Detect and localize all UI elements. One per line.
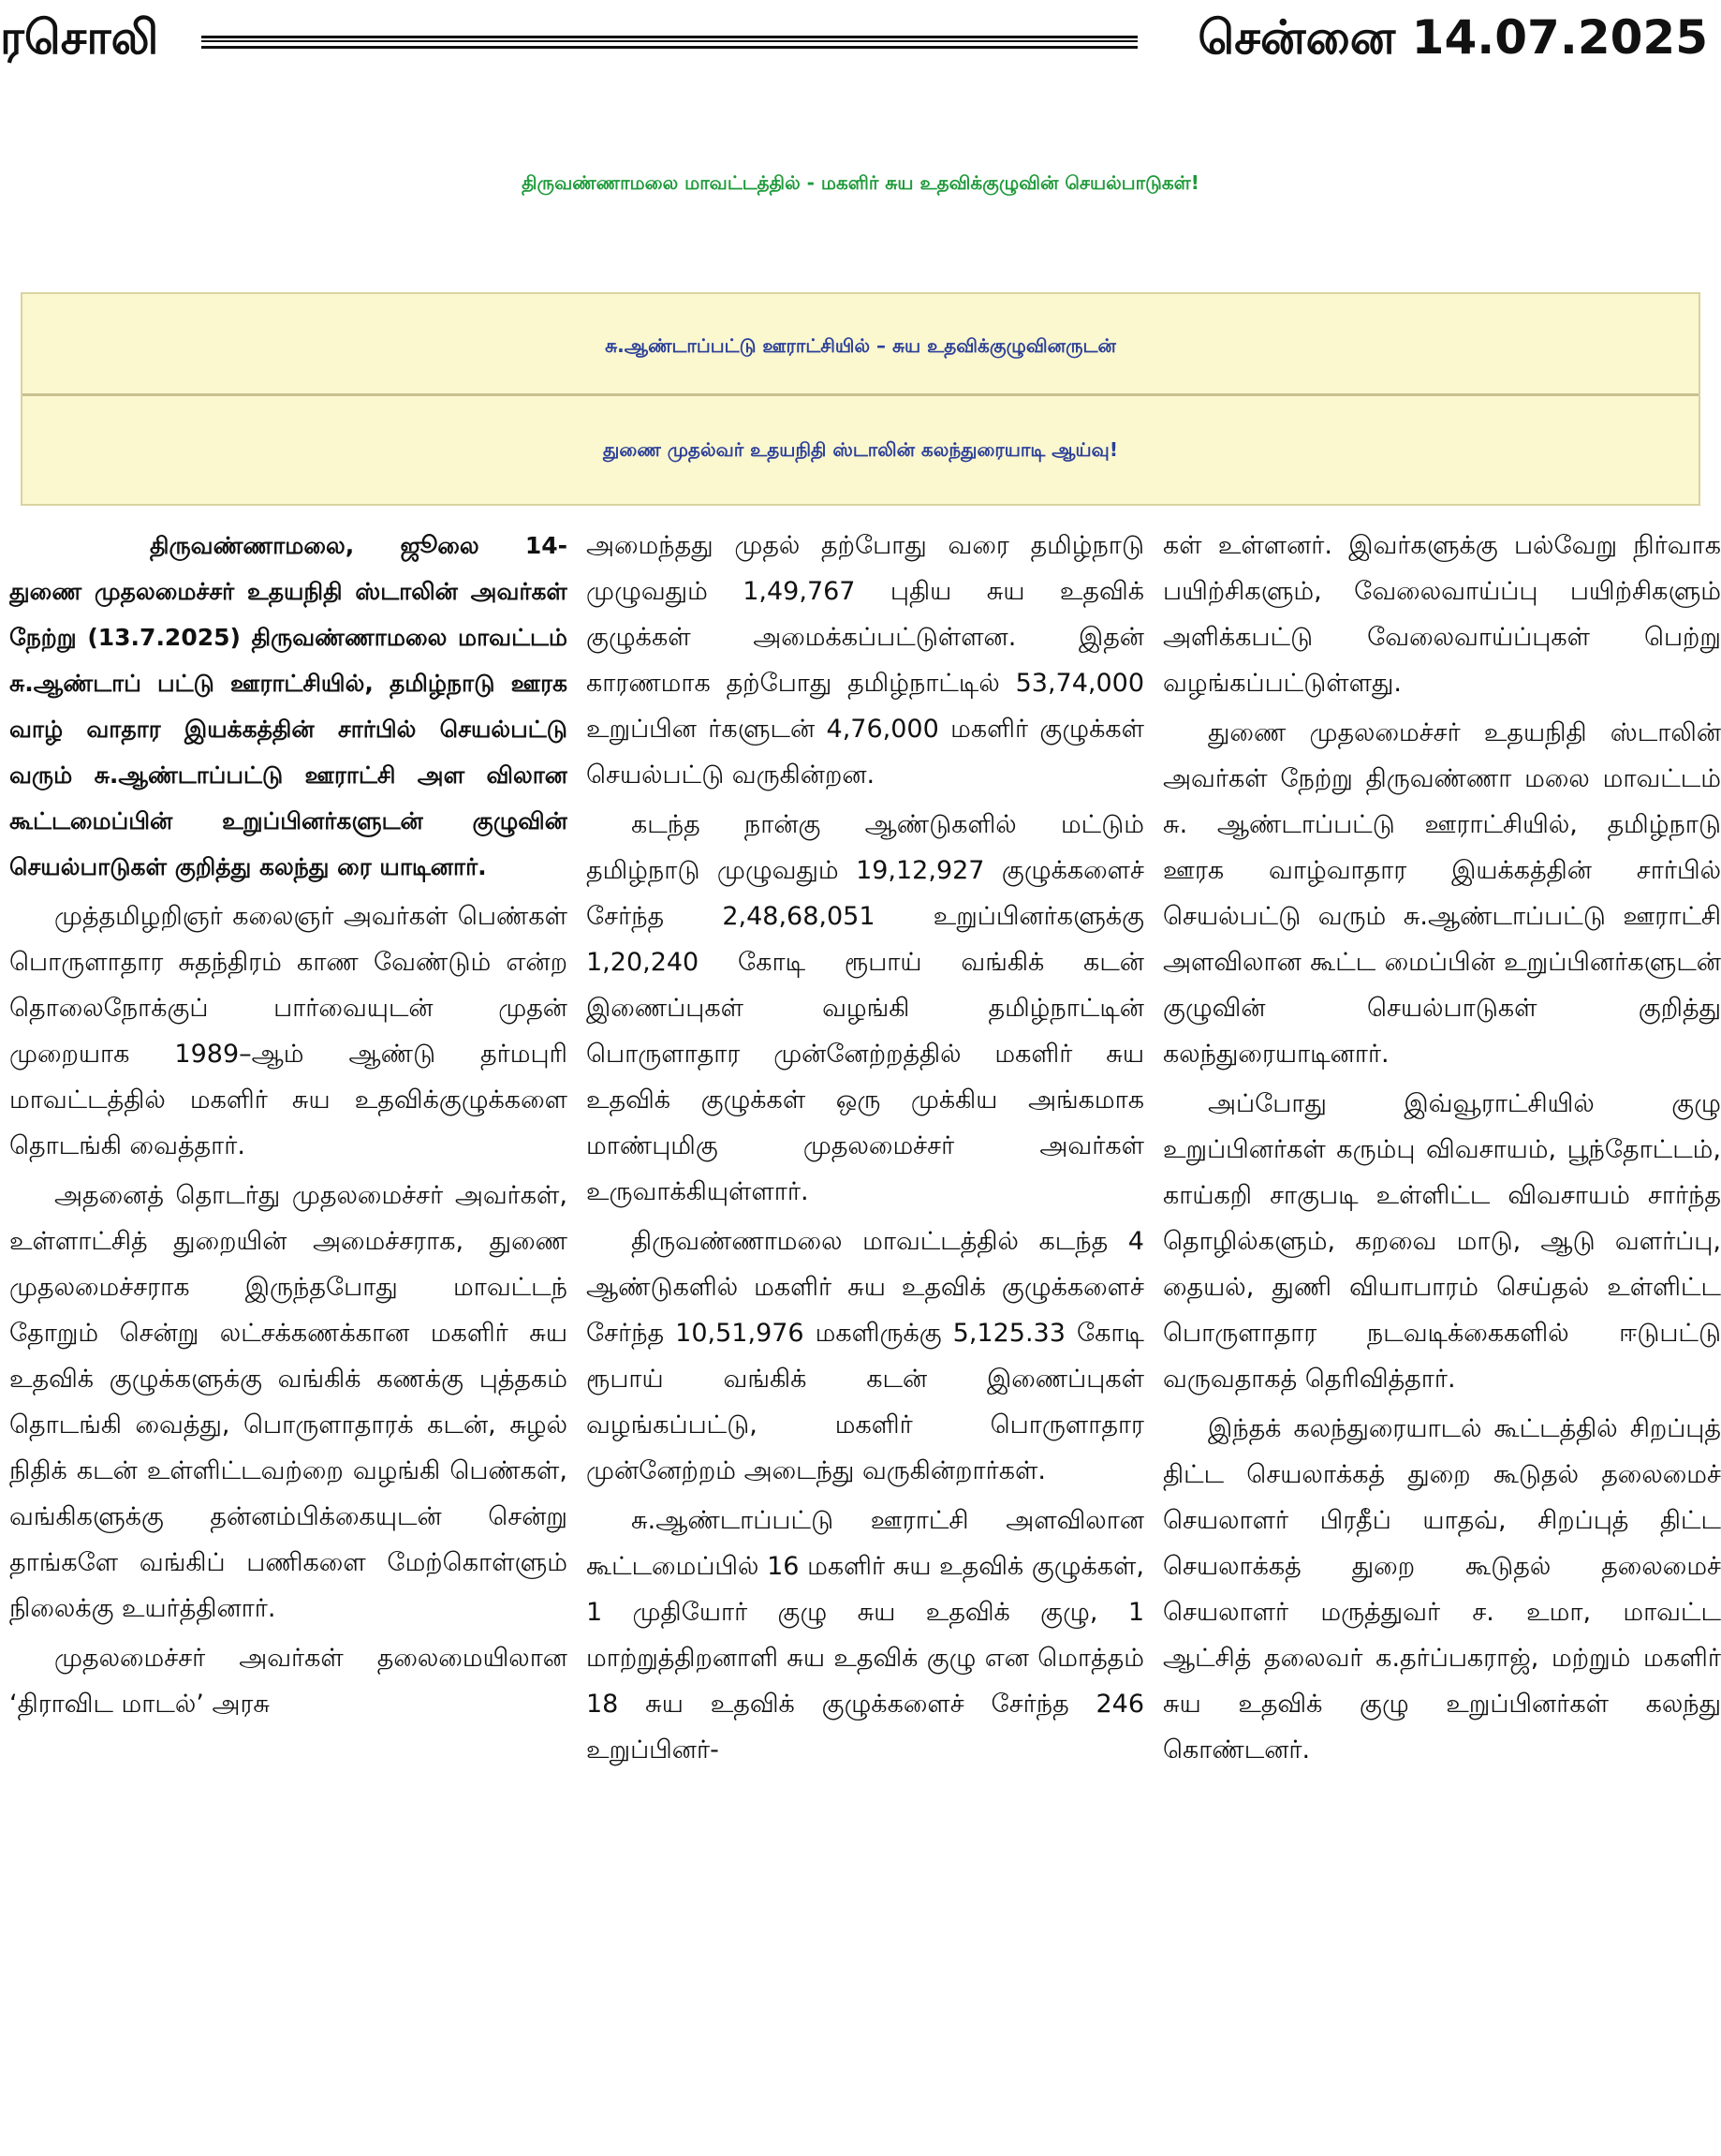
paragraph: சு.ஆண்டாப்பட்டு ஊராட்சி அளவிலான கூட்டமைப்பில் 16 மகளிர் சுய உதவிக் குழுக்கள், 1 முதியோர் குழு சுய உதவிக் குழு, 1 மாற்றுத்திறனாளி சுய உதவிக் குழு என மொத்தம் 18 சுய உதவிக் குழுக்களைச் சேர்ந்த 246 உறுப்பினர்- bbox=[586, 1506, 1144, 1765]
dateline: சென்னை 14.07.2025 bbox=[1198, 10, 1708, 65]
lead-paragraph: திருவண்ணாமலை, ஜூலை 14- துணை முதலமைச்சர் உதயநிதி ஸ்டாலின் அவர்கள் நேற்று (13.7.2025) திருவண்ணாமலை மாவட்டம் சு.ஆண்டாப் பட்டு ஊராட்சியில், தமிழ்நாடு ஊரக வாழ் வாதார இயக்கத்தின் சார்பில் செயல்பட்டு வரும் சு.ஆண்டாப்பட்டு ஊராட்சி அள விலான கூட்டமைப்பின் உறுப்பினர்களுடன் குழுவின் செயல்பாடுகள் குறித்து கலந்து ரை யாடினார். bbox=[9, 532, 567, 880]
paragraph: கள் உள்ளனர். இவர்களுக்கு பல்வேறு நிர்வாக பயிற்சிகளும், வேலைவாய்ப்பு பயிற்சிகளும் அளிக்கபட்டு வேலைவாய்ப்புகள் பெற்று வழங்கப்பட்டுள்ளது. bbox=[1163, 531, 1721, 698]
paragraph: அப்போது இவ்வூராட்சியில் குழு உறுப்பினர்கள் கரும்பு விவசாயம், பூந்தோட்டம், காய்கறி சாகுபடி உள்ளிட்ட விவசாயம் சார்ந்த தொழில்களும், கறவை மாடு, ஆடு வளர்ப்பு, தையல், துணி வியாபாரம் செய்தல் உள்ளிட்ட பொருளாதார நடவடிக்கைகளில் ஈடுபட்டு வருவதாகத் தெரிவித்தார். bbox=[1163, 1089, 1721, 1394]
masthead bbox=[0, 0, 1721, 84]
paragraph: திருவண்ணாமலை மாவட்டத்தில் கடந்த 4 ஆண்டுகளில் மகளிர் சுய உதவிக் குழுக்களைச் சேர்ந்த 10,51,976 மகளிருக்கு 5,125.33 கோடி ரூபாய் வங்கிக் கடன் இணைப்புகள் வழங்கப்பட்டு, மகளிர் பொருளாதார முன்னேற்றம் அடைந்து வருகின்றார்கள். bbox=[586, 1227, 1144, 1485]
article-column-1 bbox=[9, 523, 567, 2156]
paragraph: முதலமைச்சர் அவர்கள் தலைமையிலான ‘திராவிட மாடல்’ அரசு bbox=[9, 1644, 567, 1719]
article-column-3 bbox=[1163, 523, 1721, 2156]
subheadline-box bbox=[21, 292, 1700, 506]
paragraph: அமைந்தது முதல் தற்போது வரை தமிழ்நாடு முழுவதும் 1,49,767 புதிய சுய உதவிக் குழுக்கள் அமைக்கப்பட்டுள்ளன. இதன் காரணமாக தற்போது தமிழ்நாட்டில் 53,74,000 உறுப்பின ர்களுடன் 4,76,000 மகளிர் குழுக்கள் செயல்பட்டு வருகின்றன. bbox=[586, 531, 1144, 790]
subheadline-line-2: துணை முதல்வர் உதயநிதி ஸ்டாலின் கலந்துரையாடி ஆய்வு! bbox=[603, 438, 1118, 461]
paragraph: கடந்த நான்கு ஆண்டுகளில் மட்டும் தமிழ்நாடு முழுவதும் 19,12,927 குழுக்களைச் சேர்ந்த 2,48,68,051 உறுப்பினர்களுக்கு 1,20,240 கோடி ரூபாய் வங்கிக் கடன் இணைப்புகள் வழங்கி தமிழ்நாட்டின் பொருளாதார முன்னேற்றத்தில் மகளிர் சுய உதவிக் குழுக்கள் ஒரு முக்கிய அங்கமாக மாண்புமிகு முதலமைச்சர் அவர்கள் உருவாக்கியுள்ளார். bbox=[586, 810, 1144, 1206]
subheadline-line-1: சு.ஆண்டாப்பட்டு ஊராட்சியில் – சுய உதவிக்குழுவினருடன் bbox=[605, 334, 1116, 357]
subheadline-divider bbox=[22, 393, 1699, 396]
paragraph: முத்தமிழறிஞர் கலைஞர் அவர்கள் பெண்கள் பொருளாதார சுதந்திரம் காண வேண்டும் என்ற தொலைநோக்குப் பார்வையுடன் முதன் முறையாக 1989–ஆம் ஆண்டு தர்மபுரி மாவட்டத்தில் மகளிர் சுய உதவிக்குழுக்களை தொடங்கி வைத்தார். bbox=[9, 902, 567, 1160]
headline: திருவண்ணாமலை மாவட்டத்தில் - மகளிர் சுய உதவிக்குழுவின் செயல்பாடுகள்! bbox=[522, 171, 1199, 194]
paragraph: துணை முதலமைச்சர் உதயநிதி ஸ்டாலின் அவர்கள் நேற்று திருவண்ணா மலை மாவட்டம் சு. ஆண்டாப்பட்டு ஊராட்சியில், தமிழ்நாடு ஊரக வாழ்வாதார இயக்கத்தின் சார்பில் செயல்பட்டு வரும் சு.ஆண்டாப்பட்டு ஊராட்சி அளவிலான கூட்ட மைப்பின் உறுப்பினர்களுடன் குழுவின் செயல்பாடுகள் குறித்து கலந்துரையாடினார். bbox=[1163, 718, 1721, 1069]
article-column-2 bbox=[586, 523, 1144, 2156]
newspaper-name: ரசொலி bbox=[0, 10, 159, 65]
paragraph: இந்தக் கலந்துரையாடல் கூட்டத்தில் சிறப்புத் திட்ட செயலாக்கத் துறை கூடுதல் தலைமைச் செயலாளர் பிரதீப் யாதவ், சிறப்புத் திட்ட செயலாக்கத் துறை கூடுதல் தலைமைச் செயலாளர் மருத்துவர் ச. உமா, மாவட்ட ஆட்சித் தலைவர் க.தர்ப்பகராஜ், மற்றும் மகளிர் சுய உதவிக் குழு உறுப்பினர்கள் கலந்து கொண்டனர். bbox=[1163, 1414, 1721, 1765]
paragraph: அதனைத் தொடர்து முதலமைச்சர் அவர்கள், உள்ளாட்சித் துறையின் அமைச்சராக, துணை முதலமைச்சராக இருந்தபோது மாவட்டந் தோறும் சென்று லட்சக்கணக்கான மகளிர் சுய உதவிக் குழுக்களுக்கு வங்கிக் கணக்கு புத்தகம் தொடங்கி வைத்து, பொருளாதாரக் கடன், சுழல் நிதிக் கடன் உள்ளிட்டவற்றை வழங்கி பெண்கள், வங்கிகளுக்கு தன்னம்பிக்கையுடன் சென்று தாங்களே வங்கிப் பணிகளை மேற்கொள்ளும் நிலைக்கு உயர்த்தினார். bbox=[9, 1181, 567, 1623]
masthead-rule bbox=[201, 36, 1138, 49]
